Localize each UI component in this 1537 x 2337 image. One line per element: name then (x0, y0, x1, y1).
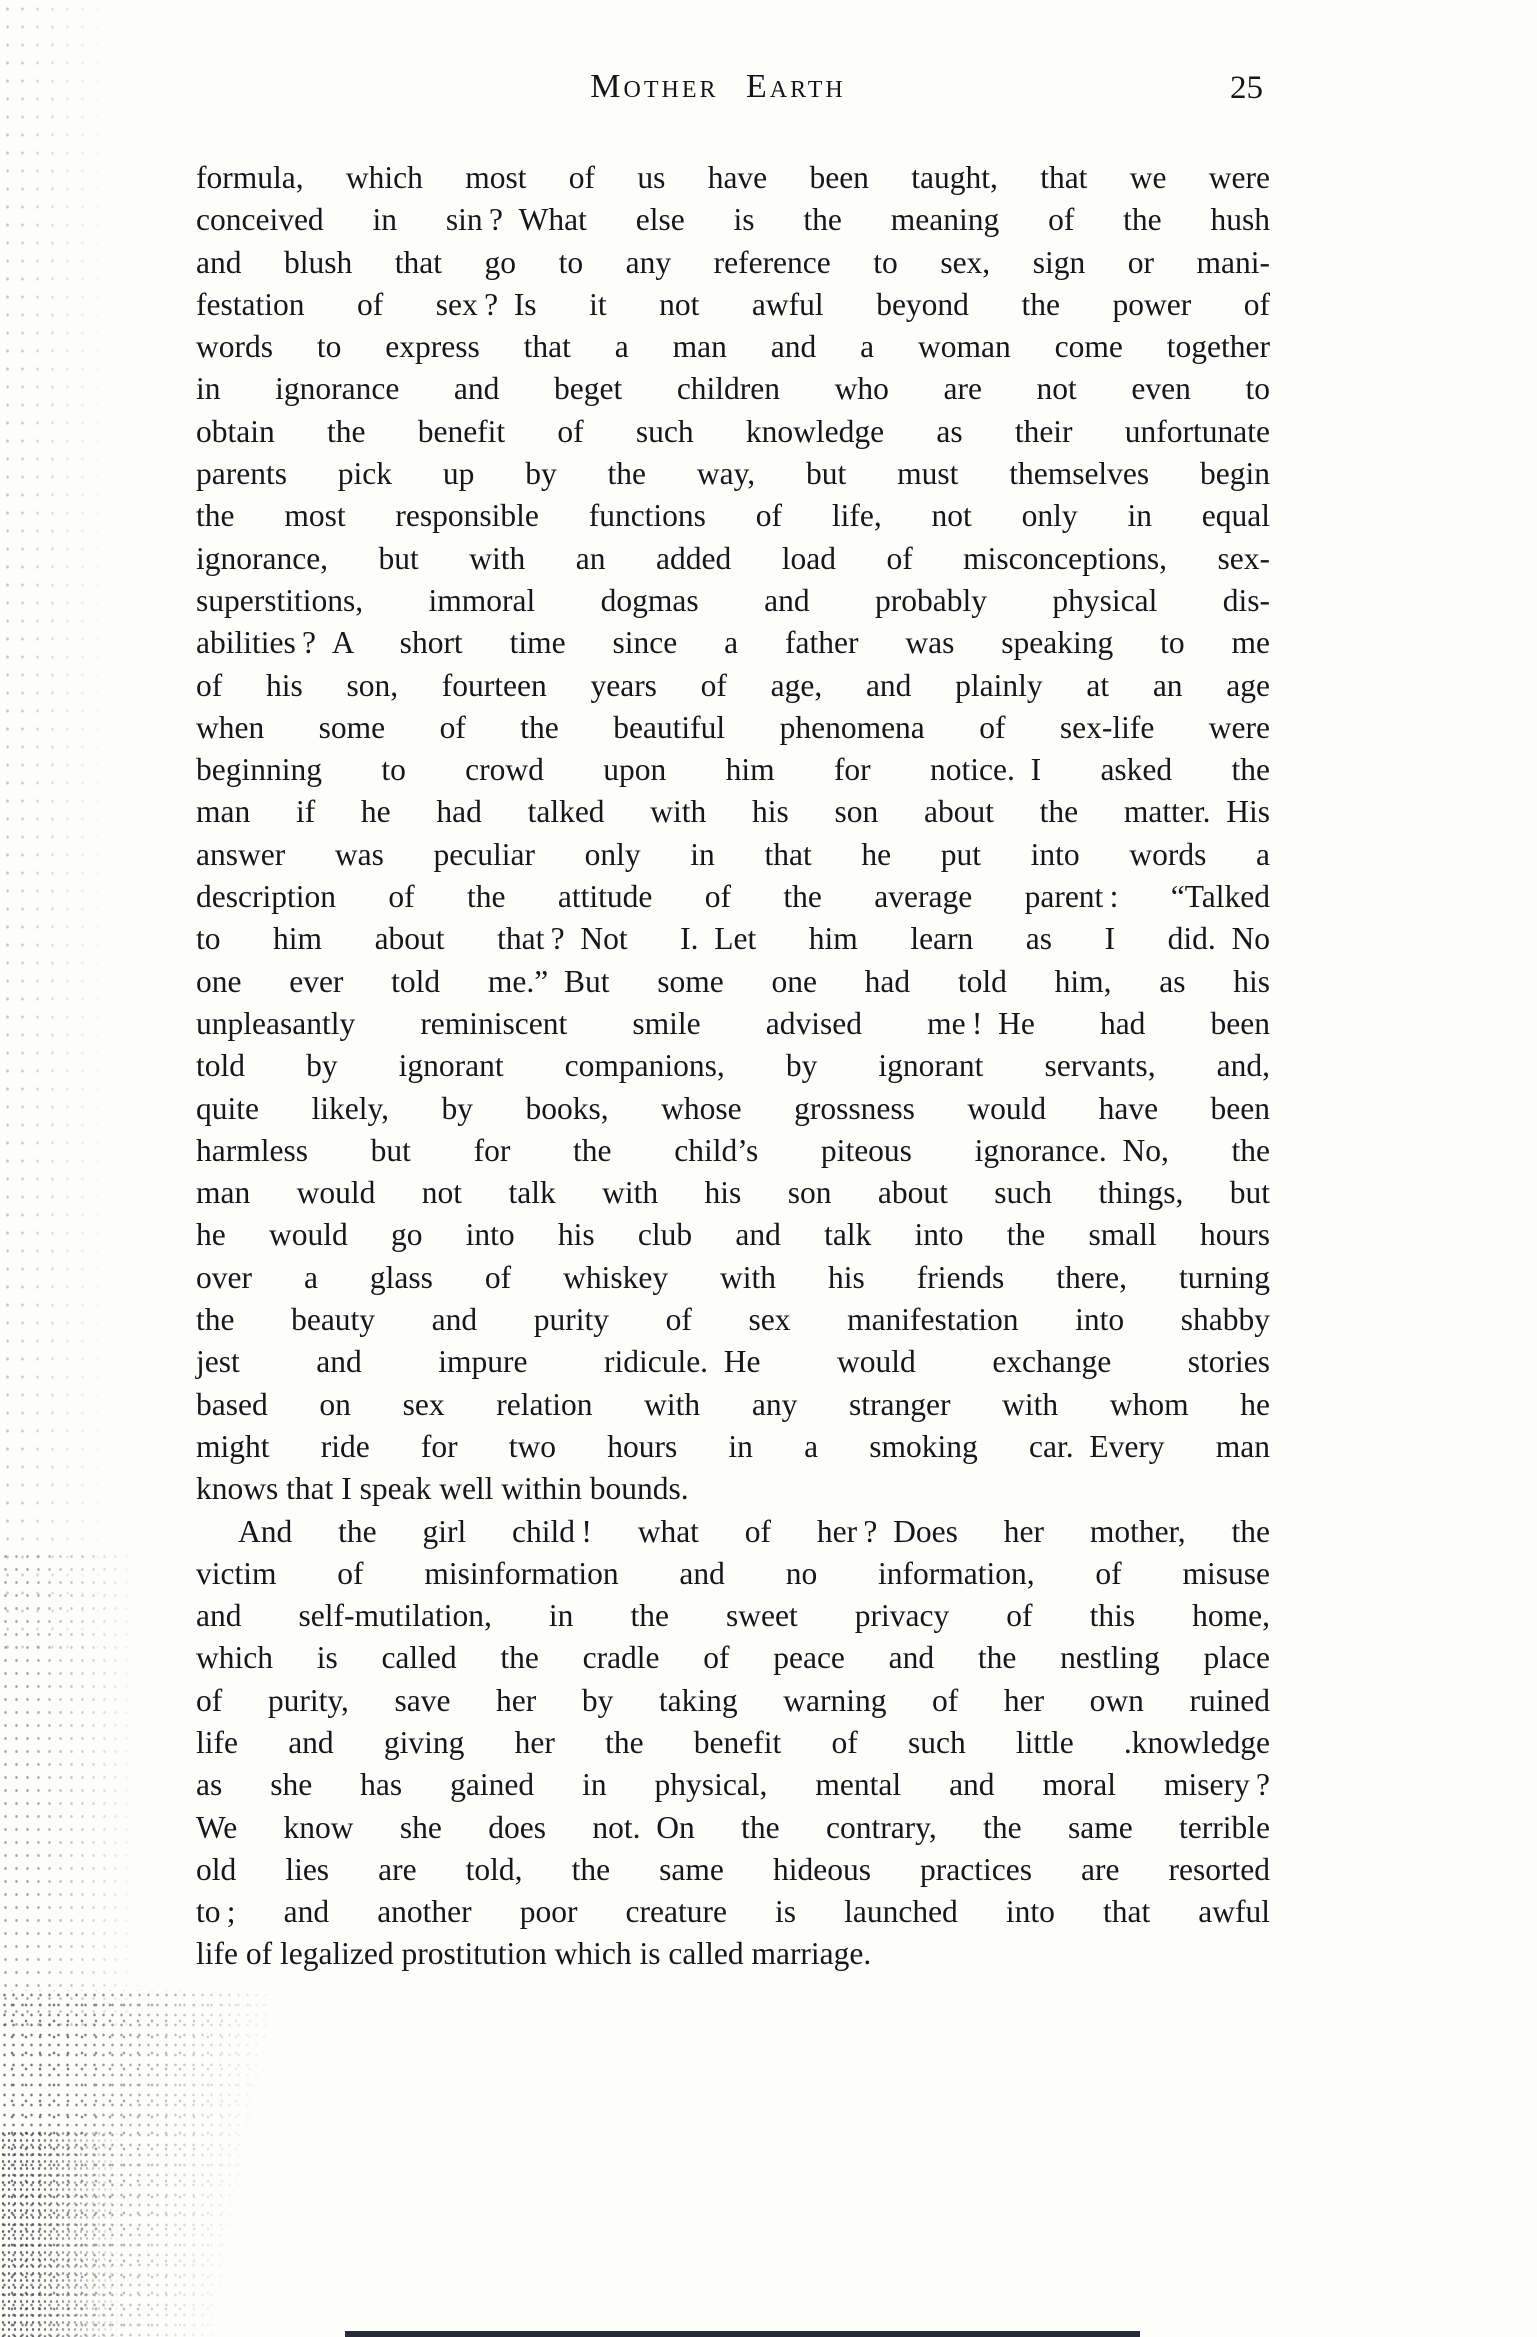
text-line: man would not talk with his son about such things, but (196, 1175, 1270, 1211)
text-line: of his son, fourteen years of age, and plainly at an age (196, 667, 1270, 703)
text-line: over a glass of whiskey with his friends there, turning (196, 1259, 1270, 1295)
text-line: he would go into his club and talk into the small hours (196, 1217, 1270, 1253)
text-line: festation of sex ? Is it not awful beyond the power of (196, 286, 1270, 322)
text-line: jest and impure ridicule. He would exchange stories (196, 1344, 1270, 1380)
running-title: Mother Earth (590, 68, 846, 105)
text-line: life and giving her the benefit of such little .knowledge (196, 1724, 1270, 1760)
text-line: when some of the beautiful phenomena of sex-life were (196, 709, 1270, 745)
scan-edge-artifact (345, 2331, 1140, 2337)
text-line: parents pick up by the way, but must themselves begin (196, 456, 1270, 492)
scan-noise-left-top (0, 0, 120, 1650)
scan-noise-bottom-left (0, 1990, 330, 2337)
text-line: to ; and another poor creature is launched into that awful (196, 1894, 1270, 1930)
text-line: description of the attitude of the average parent : “Talked (196, 879, 1270, 915)
text-line: based on sex relation with any stranger with whom he (196, 1386, 1270, 1422)
paragraph-1 (196, 157, 1270, 1511)
page-header (0, 68, 1537, 128)
text-line: and self-mutilation, in the sweet privacy of this home, (196, 1598, 1270, 1634)
text-line: words to express that a man and a woman come together (196, 329, 1270, 365)
text-line: superstitions, immoral dogmas and probably physical dis- (196, 582, 1270, 618)
text-line: might ride for two hours in a smoking car. Every man (196, 1428, 1270, 1464)
text-line: unpleasantly reminiscent smile advised me ! He had been (196, 1005, 1270, 1041)
text-line: one ever told me.” But some one had told him, as his (196, 963, 1270, 999)
text-line: formula, which most of us have been taught, that we were (196, 160, 1270, 195)
text-line: to him about that ? Not I. Let him learn as I did. No (196, 921, 1270, 957)
text-line: ignorance, but with an added load of misconceptions, sex- (196, 540, 1270, 576)
text-line: which is called the cradle of peace and the nestling place (196, 1640, 1270, 1676)
text-line: and blush that go to any reference to sex, sign or mani- (196, 244, 1270, 280)
text-line: the beauty and purity of sex manifestation into shabby (196, 1302, 1270, 1338)
text-line: obtain the benefit of such knowledge as their unfortunate (196, 413, 1270, 449)
text-line: abilities ? A short time since a father was speaking to me (196, 625, 1270, 661)
page-number: 25 (1230, 70, 1263, 106)
text-line: And the girl child ! what of her ? Does her mother, the (238, 1513, 1270, 1549)
text-line: We know she does not. On the contrary, the same terrible (196, 1809, 1270, 1845)
scan-noise-corner (0, 2130, 130, 2337)
text-line: as she has gained in physical, mental and moral misery ? (196, 1767, 1270, 1803)
text-line: victim of misinformation and no information, of misuse (196, 1555, 1270, 1591)
text-line: life of legalized prostitution which is called marriage. (196, 1936, 872, 1972)
text-line: the most responsible functions of life, not only in equal (196, 498, 1270, 534)
text-line: conceived in sin ? What else is the meaning of the hush (196, 202, 1270, 238)
scan-noise-left-middle (0, 1550, 160, 2030)
text-line: beginning to crowd upon him for notice. I asked the (196, 752, 1270, 788)
text-line: told by ignorant companions, by ignorant servants, and, (196, 1048, 1270, 1084)
paragraph-2 (196, 1511, 1270, 1976)
text-line: man if he had talked with his son about the matter. His (196, 794, 1270, 830)
text-line: harmless but for the child’s piteous ignorance. No, the (196, 1132, 1270, 1168)
text-line: answer was peculiar only in that he put into words a (196, 836, 1270, 872)
text-line: old lies are told, the same hideous practices are resorted (196, 1851, 1270, 1887)
text-line: knows that I speak well within bounds. (196, 1471, 689, 1507)
page-body-text (196, 157, 1270, 1976)
text-line: of purity, save her by taking warning of her own ruined (196, 1682, 1270, 1718)
text-line: in ignorance and beget children who are not even to (196, 371, 1270, 407)
text-line: quite likely, by books, whose grossness would have been (196, 1090, 1270, 1126)
